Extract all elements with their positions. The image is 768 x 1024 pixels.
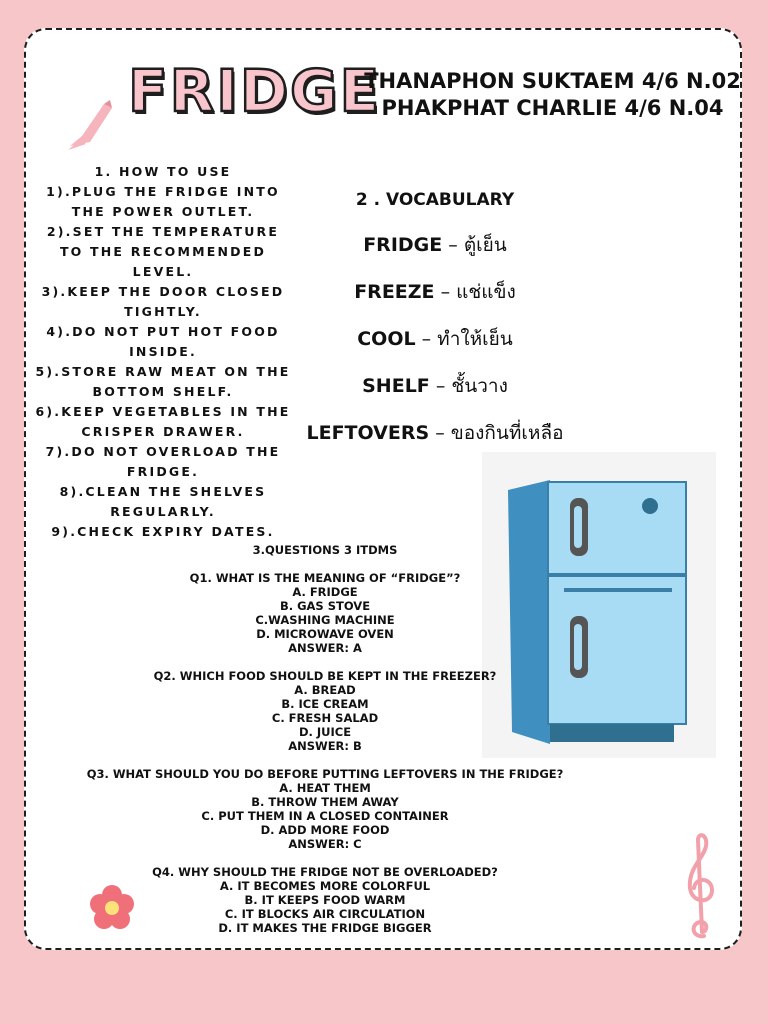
- option: D. IT MAKES THE FRIDGE BIGGER: [218, 921, 432, 935]
- option: A. HEAT THEM: [279, 781, 371, 795]
- question-3: [80, 767, 570, 851]
- how-to-use-heading: 1. HOW TO USE: [94, 164, 232, 179]
- authors: [360, 68, 745, 122]
- vocab-item: [280, 277, 590, 307]
- step: 8).CLEAN THE SHELVES REGULARLY.: [59, 484, 267, 519]
- option: D. MICROWAVE OVEN: [256, 627, 394, 641]
- vocab-word: FREEZE: [354, 281, 435, 303]
- answer: ANSWER: B: [288, 739, 362, 753]
- question-4: [80, 865, 570, 935]
- question-text: Q4. WHY SHOULD THE FRIDGE NOT BE OVERLOADED?: [152, 865, 498, 879]
- questions-heading: 3.QUESTIONS 3 ITDMS: [252, 543, 398, 557]
- option: B. THROW THEM AWAY: [251, 795, 399, 809]
- option: A. IT BECOMES MORE COLORFUL: [219, 879, 431, 893]
- option: C. IT BLOCKS AIR CIRCULATION: [224, 907, 426, 921]
- vocab-item: [280, 418, 590, 448]
- author-1: THANAPHON SUKTAEM 4/6 N.02: [364, 69, 741, 93]
- how-to-use-section: [34, 162, 292, 542]
- question-text: Q1. WHAT IS THE MEANING OF “FRIDGE”?: [189, 571, 461, 585]
- vocab-meaning: – ตู้เย็น: [448, 234, 507, 256]
- option: A. BREAD: [294, 683, 356, 697]
- vocab-word: FRIDGE: [363, 234, 443, 256]
- step: 6).KEEP VEGETABLES IN THE CRISPER DRAWER.: [35, 404, 291, 439]
- vocab-meaning: – ทำให้เย็น: [421, 328, 513, 350]
- option: B. IT KEEPS FOOD WARM: [244, 893, 406, 907]
- option: C.WASHING MACHINE: [255, 613, 395, 627]
- author-2: PHAKPHAT CHARLIE 4/6 N.04: [381, 96, 724, 120]
- vocab-meaning: – ของกินที่เหลือ: [435, 422, 564, 444]
- vocabulary-section: [306, 190, 564, 465]
- option: D. JUICE: [298, 725, 352, 739]
- vocab-word: COOL: [357, 328, 416, 350]
- option: B. GAS STOVE: [279, 599, 371, 613]
- step: 3).KEEP THE DOOR CLOSED TIGHTLY.: [41, 284, 285, 319]
- step: 1).PLUG THE FRIDGE INTO THE POWER OUTLET.: [46, 184, 280, 219]
- answer: ANSWER: C: [288, 837, 362, 851]
- question-text: Q2. WHICH FOOD SHOULD BE KEPT IN THE FREEZER?: [153, 669, 497, 683]
- pen-icon: [60, 96, 120, 156]
- step: 7).DO NOT OVERLOAD THE FRIDGE.: [45, 444, 281, 479]
- step: 9).CHECK EXPIRY DATES.: [51, 524, 275, 539]
- treble-clef-icon: [684, 832, 718, 942]
- option: D. ADD MORE FOOD: [260, 823, 390, 837]
- vocab-item: [280, 324, 590, 354]
- vocab-item: [280, 371, 590, 401]
- step: 5).STORE RAW MEAT ON THE BOTTOM SHELF.: [35, 364, 291, 399]
- question-text: Q3. WHAT SHOULD YOU DO BEFORE PUTTING LEFTOVERS IN THE FRIDGE?: [86, 767, 564, 781]
- option: A. FRIDGE: [292, 585, 358, 599]
- flower-icon: [88, 884, 136, 932]
- vocab-meaning: – ชั้นวาง: [435, 375, 508, 397]
- questions-section: [80, 543, 570, 949]
- vocab-word: SHELF: [362, 375, 430, 397]
- option: C. PUT THEM IN A CLOSED CONTAINER: [201, 809, 449, 823]
- vocabulary-heading: 2 . VOCABULARY: [355, 190, 515, 210]
- question-1: [80, 571, 570, 655]
- page-title: FRIDGE: [128, 57, 382, 125]
- answer: ANSWER: A: [288, 641, 362, 655]
- step: 2).SET THE TEMPERATURE TO THE RECOMMENDED LEVEL.: [46, 224, 280, 279]
- vocab-item: [280, 230, 590, 260]
- option: B. ICE CREAM: [281, 697, 369, 711]
- question-2: [80, 669, 570, 753]
- option: C. FRESH SALAD: [271, 711, 379, 725]
- vocab-word: LEFTOVERS: [306, 422, 430, 444]
- step: 4).DO NOT PUT HOT FOOD INSIDE.: [46, 324, 280, 359]
- vocab-meaning: – แช่แข็ง: [440, 281, 516, 303]
